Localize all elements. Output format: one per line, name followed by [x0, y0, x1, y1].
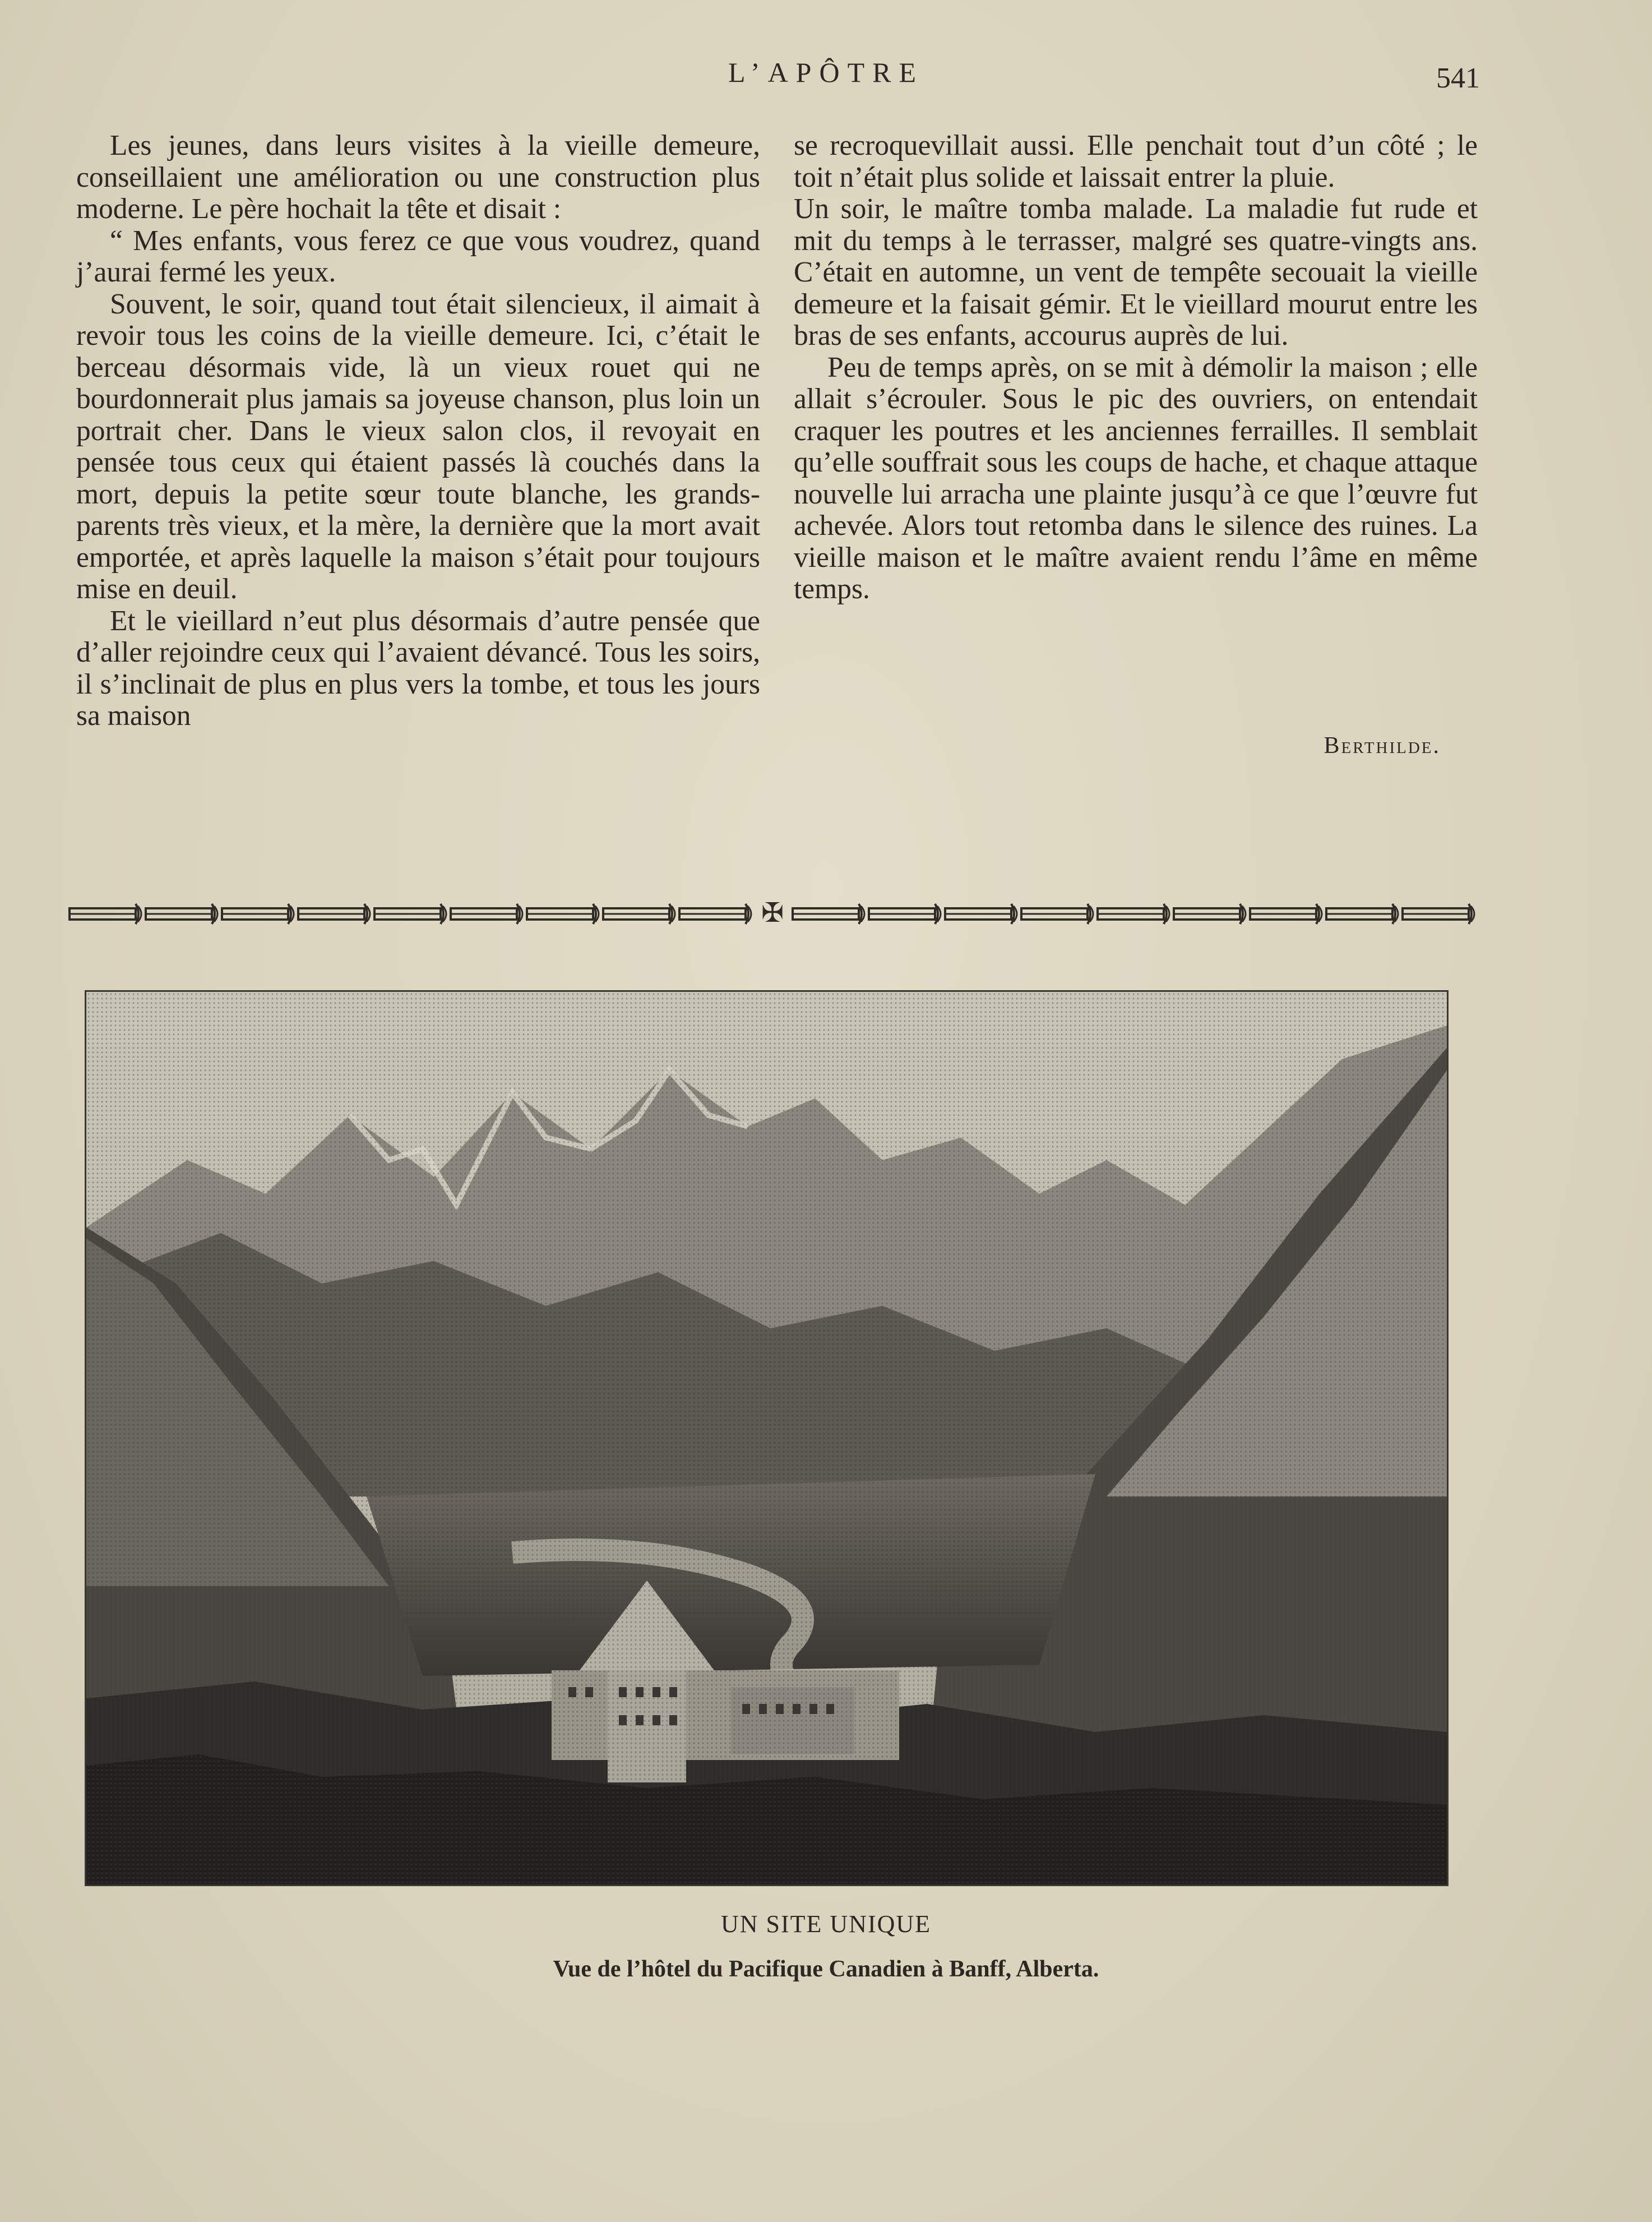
paragraph: Un soir, le maître tomba malade. La maladie fut rude et mit du temps à le terrasser, malgré ses quatre-vingts ans. C’était en automne, un vent de tempête secouait la vieille demeure et la faisait gémir. Et le vieillard mourut entre les bras de ses enfants, accourus auprès de lui.: [794, 193, 1478, 352]
paragraph: Et le vieillard n’eut plus désormais d’autre pensée que d’aller rejoindre ceux qui l’avaient dévancé. Tous les soirs, il s’inclinait de plus en plus vers la tombe, et tous les jours sa maison: [76, 604, 760, 732]
svg-text:✠: ✠: [761, 899, 784, 928]
author-signature: Berthilde.: [1324, 733, 1441, 759]
figure-caption-title: UN SITE UNIQUE: [720, 1910, 932, 1938]
paragraph: Souvent, le soir, quand tout était silencieux, il aimait à revoir tous les coins de la vieille demeure. Ici, c’était le berceau désormais vide, là un vieux rouet qui ne bourdonnerait plus jamais sa joyeuse chanson, plus loin un portrait cher. Dans le vieux salon clos, il revoyait en pensée tous ceux qui étaient passés là couchés dans la mort, depuis la petite sœur toute blanche, les grands-parents très vieux, et la mère, la dernière que la mort avait emportée, et après laquelle la maison s’était pour toujours mise en deuil.: [76, 288, 760, 605]
article-right-column: [794, 130, 1478, 606]
paragraph: Les jeunes, dans leurs visites à la vieille demeure, conseillaient une amélioration ou une construction plus moderne. Le père hochait la tête et disait :: [76, 130, 760, 225]
article-left-column: [76, 130, 760, 732]
running-title: L’APÔTRE: [728, 57, 924, 88]
page-number: 541: [1436, 62, 1480, 94]
paragraph: Peu de temps après, on se mit à démolir la maison ; elle allait s’écrouler. Sous le pic des ouvriers, on entendait craquer les poutres et les anciennes ferrailles. Il semblait qu’elle souffrait sous les coups de hache, et chaque attaque nouvelle lui arracha une plainte jusqu’à ce que l’œuvre fut achevée. Alors tout retomba dans le silence des ruines. La vieille maison et le maître avaient rendu l’âme en même temps.: [794, 351, 1478, 605]
figure-caption-subtitle: Vue de l’hôtel du Pacifique Canadien à Banff, Alberta.: [553, 1956, 1099, 1982]
paragraph: “ Mes enfants, vous ferez ce que vous voudrez, quand j’aurai fermé les yeux.: [76, 224, 760, 288]
ornamental-divider: [67, 899, 1477, 928]
banff-hotel-photograph: [85, 990, 1449, 1886]
divider-pattern: [70, 899, 1474, 928]
paragraph: se recroquevillait aussi. Elle penchait tout d’un côté ; le toit n’était plus solide et laissait entrer la pluie.: [794, 130, 1478, 193]
